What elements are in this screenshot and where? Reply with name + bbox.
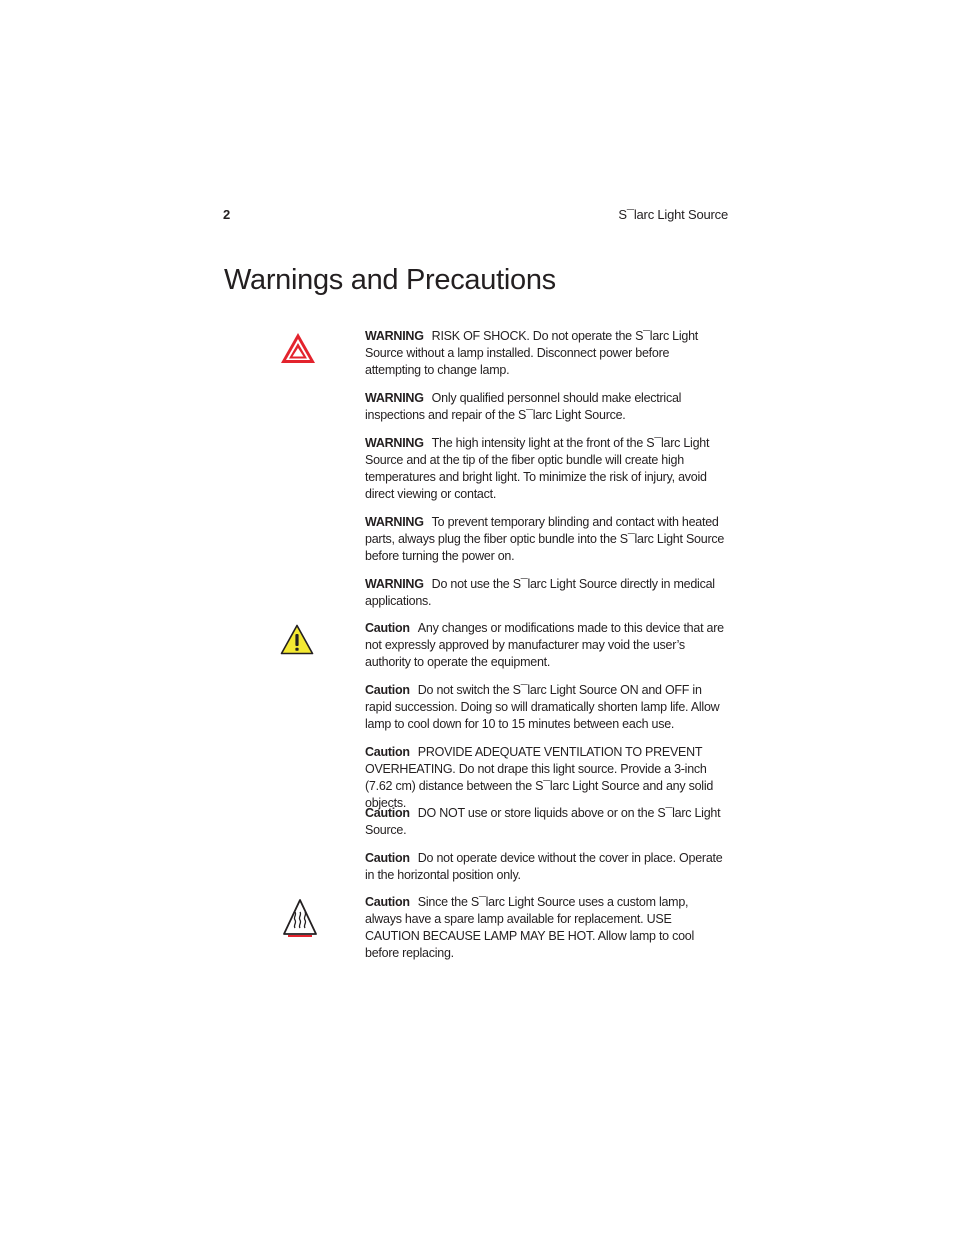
entry-keyword: Caution: [365, 621, 410, 635]
entry-keyword: Caution: [365, 745, 410, 759]
caution-entry: [365, 620, 725, 671]
entry-keyword: WARNING: [365, 436, 424, 450]
entry-keyword: WARNING: [365, 391, 424, 405]
entry-text: Only qualified personnel should make electrical inspections and repair of the S¯larc Light Source.: [365, 391, 682, 422]
entry-text: RISK OF SHOCK. Do not operate the S¯larc Light Source without a lamp installed. Disconnect power before attempting to change lamp.: [365, 329, 699, 377]
warning-entry: [365, 514, 725, 565]
entry-keyword: Caution: [365, 851, 410, 865]
entry-text: Do not switch the S¯larc Light Source ON and OFF in rapid succession. Doing so will dramatically shorten lamp life. Allow lamp to cool down for 10 to 15 minutes between each use.: [365, 683, 720, 731]
warning-entry: [365, 576, 725, 610]
entry-text: Since the S¯larc Light Source uses a custom lamp, always have a spare lamp available for replacement. USE CAUTION BECAUSE LAMP MAY BE HOT. Allow lamp to cool before replacing.: [365, 895, 695, 960]
entry-keyword: WARNING: [365, 577, 424, 591]
caution-entry: [365, 805, 725, 839]
warning-entry: [365, 435, 725, 503]
caution-entry: [365, 850, 725, 884]
entry-text: The high intensity light at the front of the S¯larc Light Source and at the tip of the fiber optic bundle will create high temperatures and bright light. To minimize the risk of injury, avoid direct viewing or contact.: [365, 436, 710, 501]
entry-keyword: WARNING: [365, 515, 424, 529]
entry-text: Do not operate device without the cover in place. Operate in the horizontal position only.: [365, 851, 723, 882]
entry-text: To prevent temporary blinding and contact with heated parts, always plug the fiber optic bundle into the S¯larc Light Source before turning the power on.: [365, 515, 725, 563]
page-number: 2: [223, 207, 231, 222]
caution-entry: [365, 894, 725, 962]
entry-text: DO NOT use or store liquids above or on the S¯larc Light Source.: [365, 806, 721, 837]
caution-entry: [365, 744, 725, 812]
electrical-hazard-icon: [280, 332, 316, 364]
hot-surface-icon: [282, 898, 318, 938]
entry-keyword: Caution: [365, 895, 410, 909]
warning-entry: [365, 328, 725, 379]
running-header: S¯larc Light Source: [618, 207, 728, 222]
entry-text: Do not use the S¯larc Light Source directly in medical applications.: [365, 577, 715, 608]
caution-entry: [365, 682, 725, 733]
warning-entry: [365, 390, 725, 424]
entry-keyword: WARNING: [365, 329, 424, 343]
caution-exclamation-icon: [280, 624, 314, 655]
entry-text: Any changes or modifications made to this device that are not expressly approved by manufacturer may void the user’s authority to operate the equipment.: [365, 621, 724, 669]
entry-keyword: Caution: [365, 683, 410, 697]
entry-text: PROVIDE ADEQUATE VENTILATION TO PREVENT OVERHEATING. Do not drape this light source. Provide a 3-inch (7.62 cm) distance between the S¯larc Light Source and any solid objects.: [365, 745, 714, 810]
entry-keyword: Caution: [365, 806, 410, 820]
section-title: Warnings and Precautions: [224, 264, 556, 296]
